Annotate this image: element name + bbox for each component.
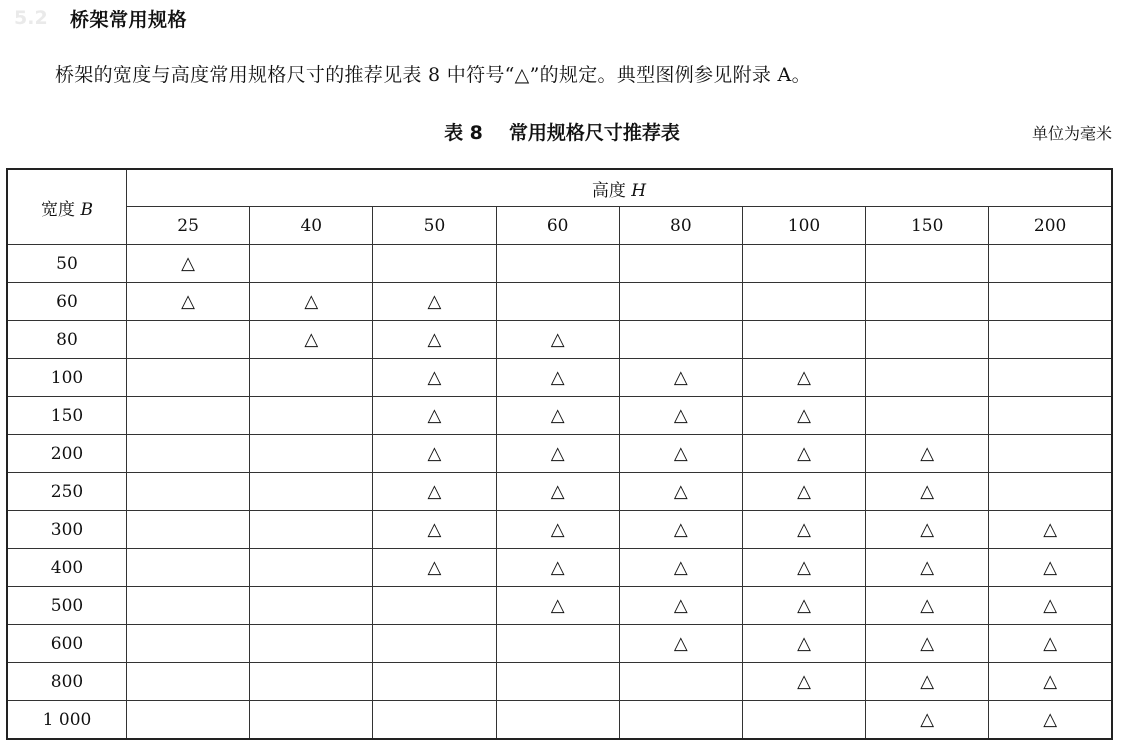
spec-cell (373, 663, 496, 701)
table-row (7, 663, 1112, 701)
table-row (7, 549, 1112, 587)
spec-cell (127, 435, 250, 473)
unit-note: 单位为毫米 (1031, 124, 1112, 143)
table-row (7, 245, 1112, 283)
spec-cell (127, 321, 250, 359)
spec-cell (127, 245, 250, 283)
spec-cell (250, 701, 373, 740)
height-header-label: 高度 (591, 180, 626, 201)
spec-cell (989, 587, 1112, 625)
spec-cell (742, 587, 865, 625)
recommended-mark-icon: △ (1043, 518, 1058, 540)
spec-cell (619, 549, 742, 587)
recommended-mark-icon: △ (427, 404, 442, 426)
spec-cell (619, 625, 742, 663)
table-caption-title: 常用规格尺寸推荐表 (508, 122, 680, 144)
spec-cell (989, 359, 1112, 397)
spec-cell (619, 397, 742, 435)
spec-cell (496, 397, 619, 435)
recommended-mark-icon: △ (673, 404, 688, 426)
spec-cell (373, 587, 496, 625)
recommended-mark-icon: △ (304, 290, 319, 312)
spec-cell (496, 283, 619, 321)
spec-cell (373, 625, 496, 663)
recommended-mark-icon: △ (673, 366, 688, 388)
width-header-label: 宽度 (41, 199, 76, 220)
width-value-cell: 300 (7, 511, 127, 549)
spec-cell (742, 359, 865, 397)
width-value-cell: 50 (7, 245, 127, 283)
spec-cell (989, 245, 1112, 283)
recommended-mark-icon: △ (673, 556, 688, 578)
recommended-mark-icon: △ (550, 594, 565, 616)
spec-cell (619, 587, 742, 625)
recommended-mark-icon: △ (920, 670, 935, 692)
recommended-mark-icon: △ (427, 290, 442, 312)
spec-cell (496, 473, 619, 511)
spec-cell (127, 549, 250, 587)
recommended-mark-icon: △ (550, 480, 565, 502)
spec-cell (989, 473, 1112, 511)
spec-cell (496, 359, 619, 397)
height-value-cell: 200 (989, 207, 1112, 245)
recommended-mark-icon: △ (673, 480, 688, 502)
spec-cell (619, 435, 742, 473)
spec-cell (250, 397, 373, 435)
spec-cell (496, 701, 619, 740)
spec-cell (373, 473, 496, 511)
spec-cell (989, 549, 1112, 587)
spec-table (6, 168, 1113, 740)
spec-cell (989, 435, 1112, 473)
height-value-cell: 40 (250, 207, 373, 245)
recommended-mark-icon: △ (920, 442, 935, 464)
width-value-cell: 200 (7, 435, 127, 473)
width-value-cell: 400 (7, 549, 127, 587)
recommended-mark-icon: △ (920, 632, 935, 654)
spec-cell (619, 473, 742, 511)
spec-cell (742, 663, 865, 701)
spec-cell (250, 321, 373, 359)
width-value-cell: 600 (7, 625, 127, 663)
height-value-cell: 25 (127, 207, 250, 245)
spec-cell (989, 663, 1112, 701)
spec-cell (866, 701, 989, 740)
spec-cell (250, 625, 373, 663)
height-value-cell: 60 (496, 207, 619, 245)
recommended-mark-icon: △ (550, 518, 565, 540)
spec-cell (866, 397, 989, 435)
width-value-cell: 800 (7, 663, 127, 701)
table-row (7, 321, 1112, 359)
recommended-mark-icon: △ (427, 518, 442, 540)
spec-cell (989, 625, 1112, 663)
recommended-mark-icon: △ (673, 442, 688, 464)
recommended-mark-icon: △ (673, 632, 688, 654)
spec-cell (619, 663, 742, 701)
width-value-cell: 100 (7, 359, 127, 397)
width-value-cell: 60 (7, 283, 127, 321)
recommended-mark-icon: △ (427, 442, 442, 464)
recommended-mark-icon: △ (427, 328, 442, 350)
spec-cell (742, 283, 865, 321)
spec-cell (742, 397, 865, 435)
table-row (7, 397, 1112, 435)
height-header-cell (127, 169, 1113, 207)
table-caption (0, 118, 1124, 145)
spec-cell (866, 587, 989, 625)
spec-cell (250, 245, 373, 283)
spec-cell (866, 245, 989, 283)
spec-cell (496, 625, 619, 663)
recommended-mark-icon: △ (1043, 670, 1058, 692)
recommended-mark-icon: △ (797, 518, 811, 540)
recommended-mark-icon: △ (1043, 632, 1058, 654)
spec-cell (250, 587, 373, 625)
width-value-cell: 80 (7, 321, 127, 359)
recommended-mark-icon: △ (1043, 708, 1058, 730)
spec-cell (742, 435, 865, 473)
height-values-row (7, 207, 1112, 245)
recommended-mark-icon: △ (920, 594, 935, 616)
spec-cell (373, 435, 496, 473)
height-value-cell: 80 (619, 207, 742, 245)
recommended-mark-icon: △ (427, 480, 442, 502)
spec-cell (127, 359, 250, 397)
width-value-cell: 150 (7, 397, 127, 435)
spec-cell (373, 511, 496, 549)
spec-cell (373, 321, 496, 359)
body-paragraph: 桥架的宽度与高度常用规格尺寸的推荐见表 8 中符号“△”的规定。典型图例参见附录 A。 (55, 64, 811, 86)
recommended-mark-icon: △ (673, 594, 688, 616)
recommended-mark-icon: △ (427, 556, 442, 578)
recommended-mark-icon: △ (920, 518, 935, 540)
spec-cell (866, 359, 989, 397)
spec-cell (250, 549, 373, 587)
recommended-mark-icon: △ (797, 404, 811, 426)
recommended-mark-icon: △ (1043, 556, 1058, 578)
spec-cell (742, 321, 865, 359)
width-header-cell (7, 169, 127, 245)
spec-cell (250, 359, 373, 397)
spec-cell (496, 663, 619, 701)
spec-cell (127, 625, 250, 663)
recommended-mark-icon: △ (920, 480, 935, 502)
spec-cell (866, 663, 989, 701)
table-row (7, 359, 1112, 397)
spec-cell (742, 549, 865, 587)
spec-cell (250, 435, 373, 473)
spec-cell (619, 511, 742, 549)
spec-cell (496, 435, 619, 473)
spec-cell (742, 701, 865, 740)
recommended-mark-icon: △ (797, 480, 811, 502)
spec-cell (619, 245, 742, 283)
table-row (7, 701, 1112, 740)
table-row (7, 587, 1112, 625)
spec-cell (866, 549, 989, 587)
recommended-mark-icon: △ (920, 708, 935, 730)
spec-cell (373, 359, 496, 397)
spec-cell (127, 587, 250, 625)
spec-cell (127, 397, 250, 435)
width-header-symbol: B (80, 199, 93, 220)
recommended-mark-icon: △ (797, 670, 811, 692)
spec-cell (373, 283, 496, 321)
recommended-mark-icon: △ (181, 290, 196, 312)
recommended-mark-icon: △ (550, 366, 565, 388)
spec-cell (127, 511, 250, 549)
spec-cell (373, 245, 496, 283)
spec-cell (866, 283, 989, 321)
spec-cell (496, 321, 619, 359)
spec-cell (989, 397, 1112, 435)
spec-cell (866, 511, 989, 549)
spec-cell (742, 473, 865, 511)
spec-cell (742, 511, 865, 549)
spec-cell (742, 245, 865, 283)
recommended-mark-icon: △ (797, 556, 811, 578)
recommended-mark-icon: △ (797, 366, 811, 388)
spec-cell (866, 473, 989, 511)
spec-cell (619, 321, 742, 359)
recommended-mark-icon: △ (797, 632, 811, 654)
recommended-mark-icon: △ (1043, 594, 1058, 616)
section-number: 5.2 (14, 7, 48, 29)
recommended-mark-icon: △ (550, 328, 565, 350)
spec-cell (989, 321, 1112, 359)
recommended-mark-icon: △ (304, 328, 319, 350)
table-caption-number: 表 8 (444, 122, 483, 144)
table-row (7, 283, 1112, 321)
recommended-mark-icon: △ (920, 556, 935, 578)
table-body (7, 245, 1112, 740)
table-header-row (7, 169, 1112, 207)
height-header-symbol: H (631, 180, 647, 201)
spec-cell (127, 663, 250, 701)
width-value-cell: 500 (7, 587, 127, 625)
spec-cell (127, 283, 250, 321)
spec-cell (496, 511, 619, 549)
section-title: 桥架常用规格 (70, 8, 188, 31)
spec-cell (619, 701, 742, 740)
table-row (7, 435, 1112, 473)
height-value-cell: 100 (742, 207, 865, 245)
spec-cell (866, 321, 989, 359)
spec-cell (619, 283, 742, 321)
spec-cell (619, 359, 742, 397)
width-value-cell: 1 000 (7, 701, 127, 740)
recommended-mark-icon: △ (427, 366, 442, 388)
table-row (7, 625, 1112, 663)
spec-cell (127, 701, 250, 740)
spec-cell (866, 435, 989, 473)
recommended-mark-icon: △ (550, 442, 565, 464)
height-value-cell: 150 (866, 207, 989, 245)
spec-cell (496, 245, 619, 283)
width-value-cell: 250 (7, 473, 127, 511)
spec-cell (373, 549, 496, 587)
recommended-mark-icon: △ (797, 442, 811, 464)
spec-cell (496, 587, 619, 625)
recommended-mark-icon: △ (673, 518, 688, 540)
spec-cell (989, 701, 1112, 740)
table-row (7, 511, 1112, 549)
spec-cell (250, 283, 373, 321)
section-heading (14, 4, 187, 32)
recommended-mark-icon: △ (550, 404, 565, 426)
spec-cell (250, 473, 373, 511)
spec-cell (496, 549, 619, 587)
height-value-cell: 50 (373, 207, 496, 245)
spec-cell (250, 663, 373, 701)
spec-cell (127, 473, 250, 511)
spec-cell (373, 397, 496, 435)
recommended-mark-icon: △ (181, 252, 196, 274)
recommended-mark-icon: △ (797, 594, 811, 616)
table-row (7, 473, 1112, 511)
spec-cell (742, 625, 865, 663)
spec-cell (250, 511, 373, 549)
spec-cell (373, 701, 496, 740)
recommended-mark-icon: △ (550, 556, 565, 578)
spec-cell (989, 283, 1112, 321)
spec-cell (866, 625, 989, 663)
spec-cell (989, 511, 1112, 549)
